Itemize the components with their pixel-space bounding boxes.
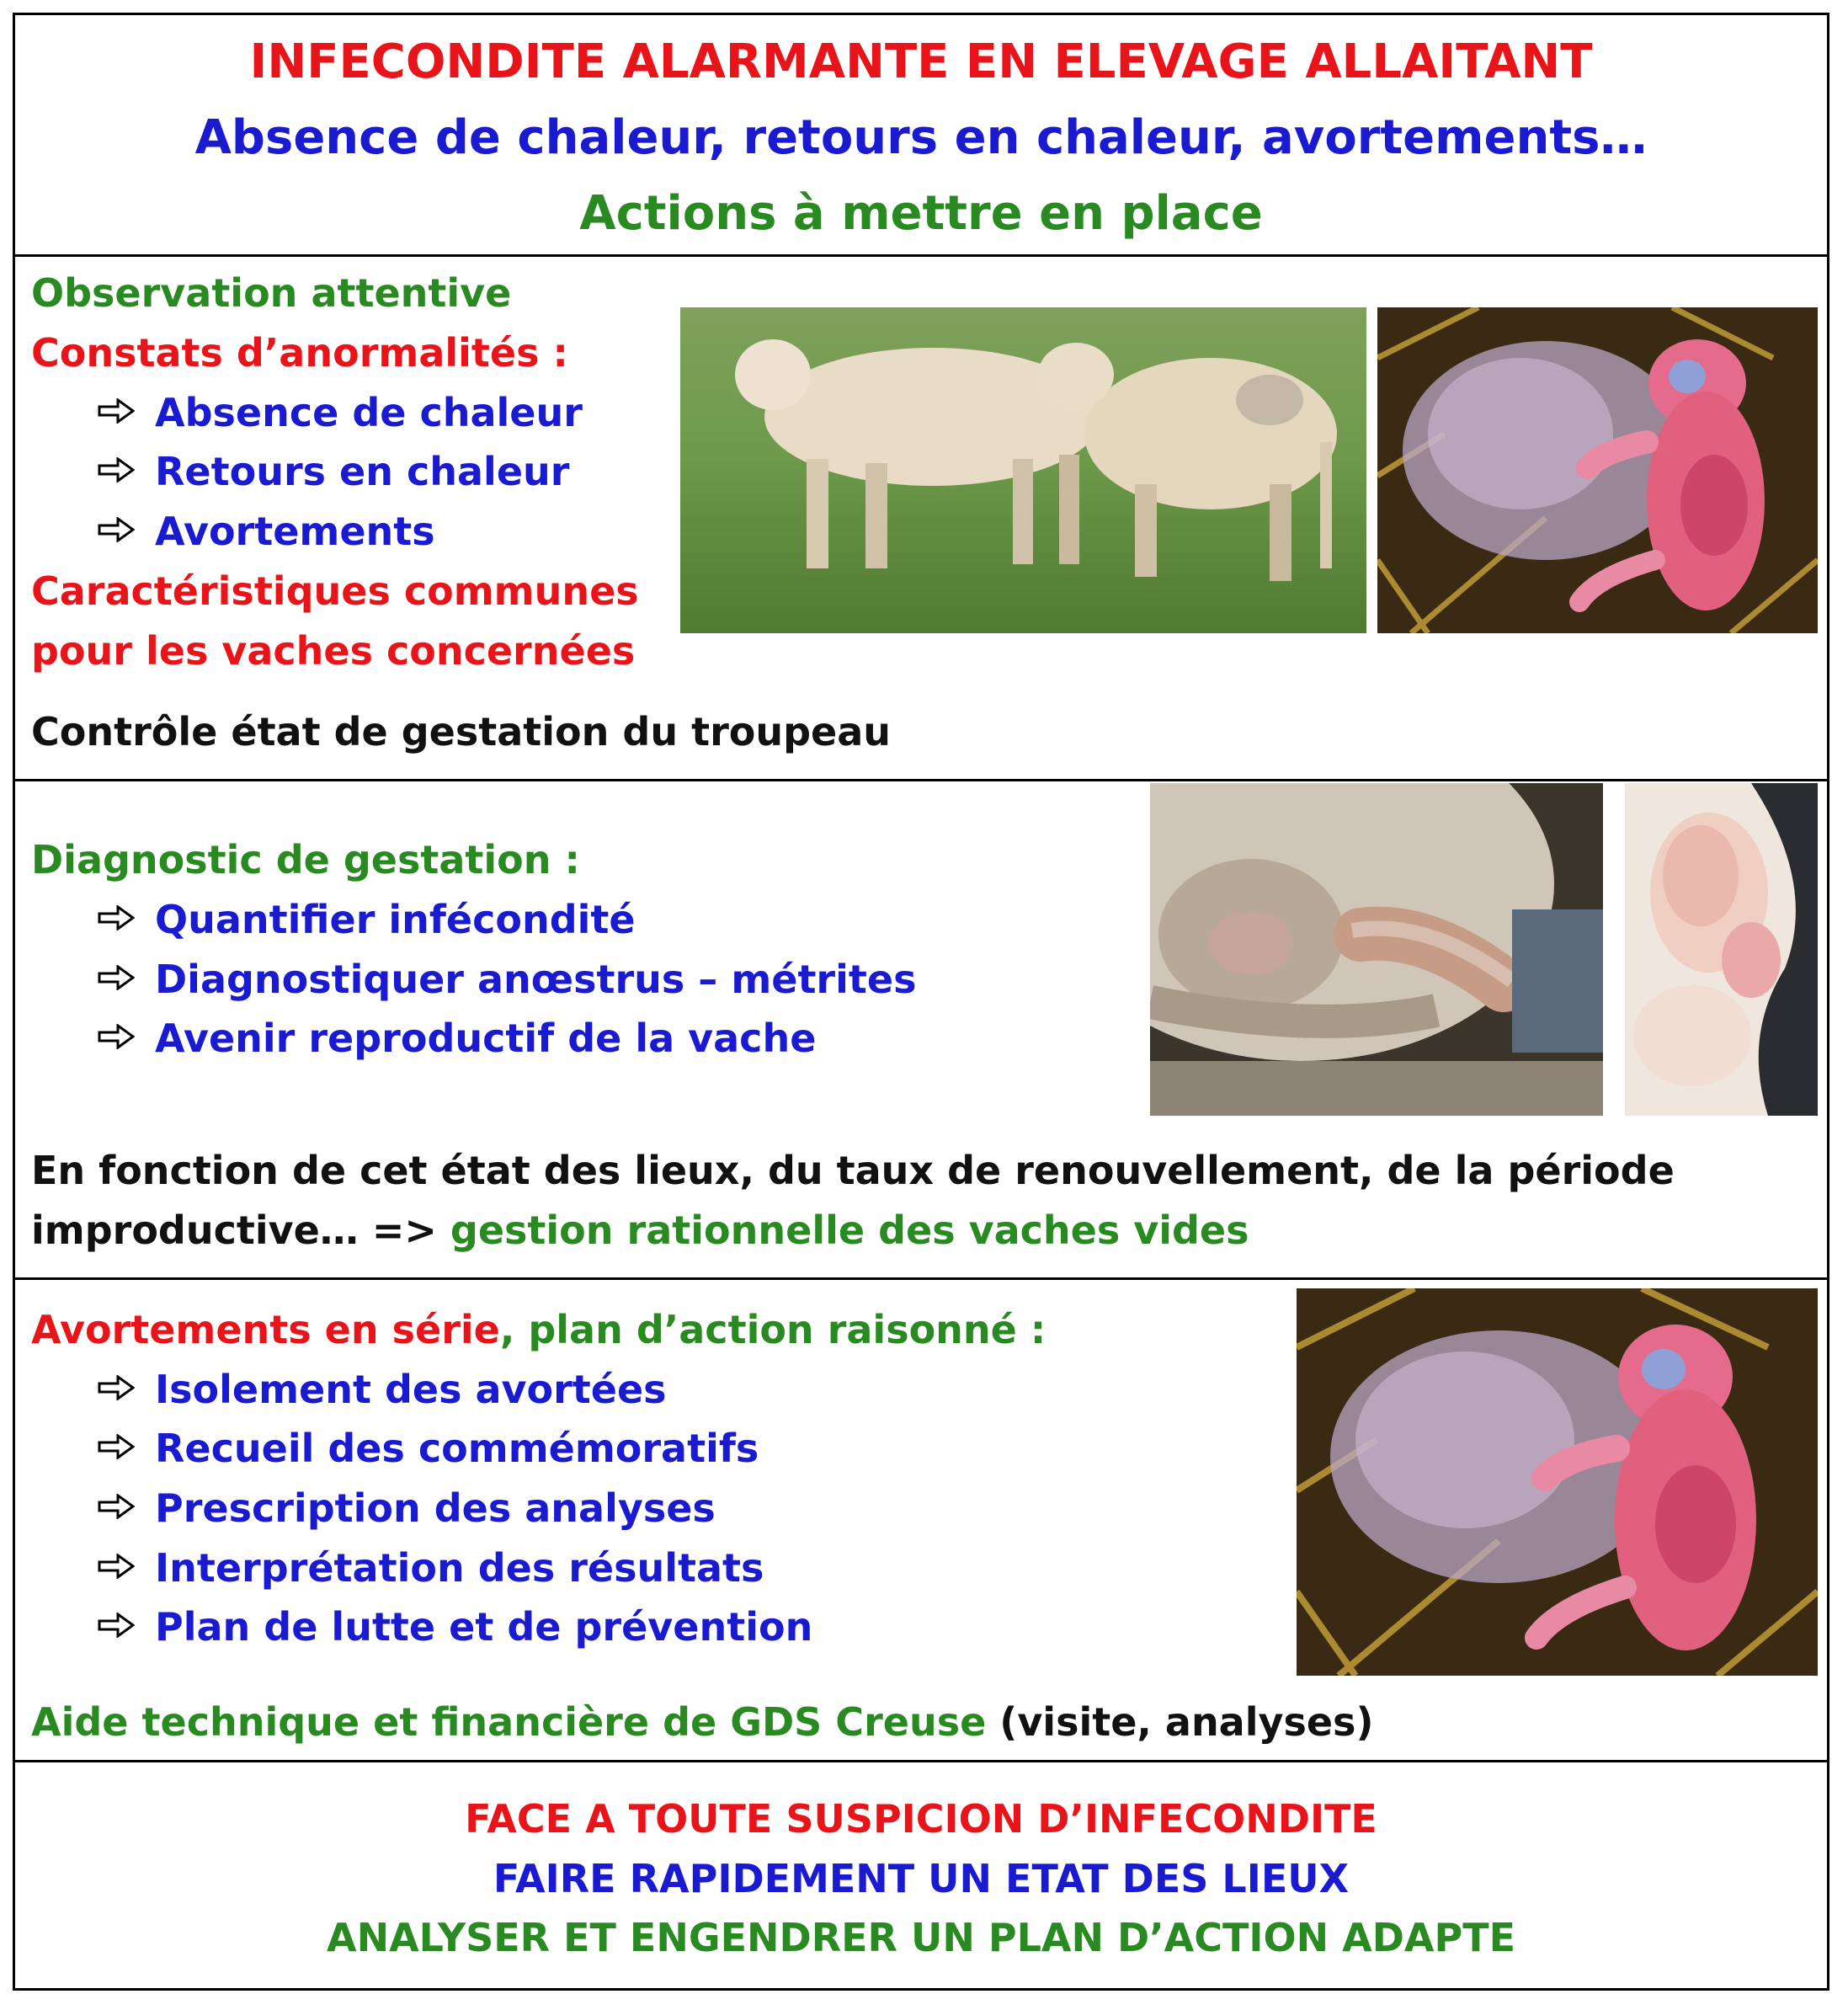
gestation-control-text: Contrôle état de gestation du troupeau <box>31 709 892 754</box>
list-item: Avenir reproductif de la vache <box>155 1016 817 1061</box>
aborted-fetus-photo <box>1377 307 1818 633</box>
rectal-palpation-photo <box>1150 783 1603 1116</box>
divider <box>13 254 1829 257</box>
gds-aid-black: (visite, analyses) <box>986 1699 1374 1745</box>
list-item: Avortements <box>155 509 435 554</box>
list-item: Recueil des commémoratifs <box>155 1426 759 1471</box>
aborted-fetus-closeup-photo <box>1625 783 1818 1116</box>
page-subtitle-actions: Actions à mettre en place <box>579 186 1263 241</box>
gds-aid-text <box>31 1699 1374 1745</box>
outline-right-arrow-icon <box>98 1613 135 1638</box>
page-title: INFECONDITE ALARMANTE EN ELEVAGE ALLAITANT <box>249 35 1593 89</box>
anomalies-heading: Constats d’anormalités : <box>31 330 568 376</box>
gestation-diagnosis-heading: Diagnostic de gestation : <box>31 837 580 882</box>
cows-in-pasture-photo <box>680 307 1366 633</box>
page-subtitle: Absence de chaleur, retours en chaleur, avortements… <box>194 110 1648 165</box>
outline-right-arrow-icon <box>98 905 135 930</box>
common-traits-line2: pour les vaches concernées <box>31 628 636 674</box>
list-item: Quantifier infécondité <box>155 897 636 942</box>
divider <box>13 1277 1829 1280</box>
outline-right-arrow-icon <box>98 1434 135 1459</box>
footer-line-2: FAIRE RAPIDEMENT UN ETAT DES LIEUX <box>493 1856 1350 1901</box>
outline-right-arrow-icon <box>98 457 135 483</box>
list-item: Retours en chaleur <box>155 449 570 494</box>
list-item: Absence de chaleur <box>155 390 583 435</box>
management-text: gestion rationnelle des vaches vides <box>450 1208 1249 1253</box>
list-item: Diagnostiquer anœstrus – métrites <box>155 957 917 1002</box>
aborted-fetus-photo <box>1297 1288 1818 1676</box>
list-item: Plan de lutte et de prévention <box>155 1604 813 1650</box>
list-item: Prescription des analyses <box>155 1485 716 1531</box>
divider <box>13 1760 1829 1762</box>
footer-line-3: ANALYSER ET ENGENDRER UN PLAN D’ACTION ADAPTE <box>326 1915 1516 1960</box>
outline-right-arrow-icon <box>98 1494 135 1519</box>
common-traits-line1: Caractéristiques communes <box>31 568 639 614</box>
outline-right-arrow-icon <box>98 1375 135 1400</box>
assessment-paragraph-line2 <box>31 1208 1249 1253</box>
abortions-plan-heading <box>31 1307 1046 1352</box>
outline-right-arrow-icon <box>98 517 135 542</box>
outline-right-arrow-icon <box>98 398 135 424</box>
outline-right-arrow-icon <box>98 1024 135 1049</box>
list-item: Interprétation des résultats <box>155 1545 764 1591</box>
observation-heading: Observation attentive <box>31 270 512 316</box>
action-plan-text: , plan d’action raisonné : <box>499 1307 1046 1352</box>
outline-right-arrow-icon <box>98 1554 135 1579</box>
assessment-paragraph-line1: En fonction de cet état des lieux, du taux de renouvellement, de la période <box>31 1148 1675 1193</box>
outline-right-arrow-icon <box>98 965 135 990</box>
gds-aid-green: Aide technique et financière de GDS Creuse <box>31 1699 987 1745</box>
footer-line-1: FACE A TOUTE SUSPICION D’INFECONDITE <box>465 1796 1377 1842</box>
serial-abortions-text: Avortements en série <box>31 1307 500 1352</box>
list-item: Isolement des avortées <box>155 1367 667 1412</box>
divider <box>13 779 1829 781</box>
assessment-text: improductive… => <box>31 1208 450 1253</box>
